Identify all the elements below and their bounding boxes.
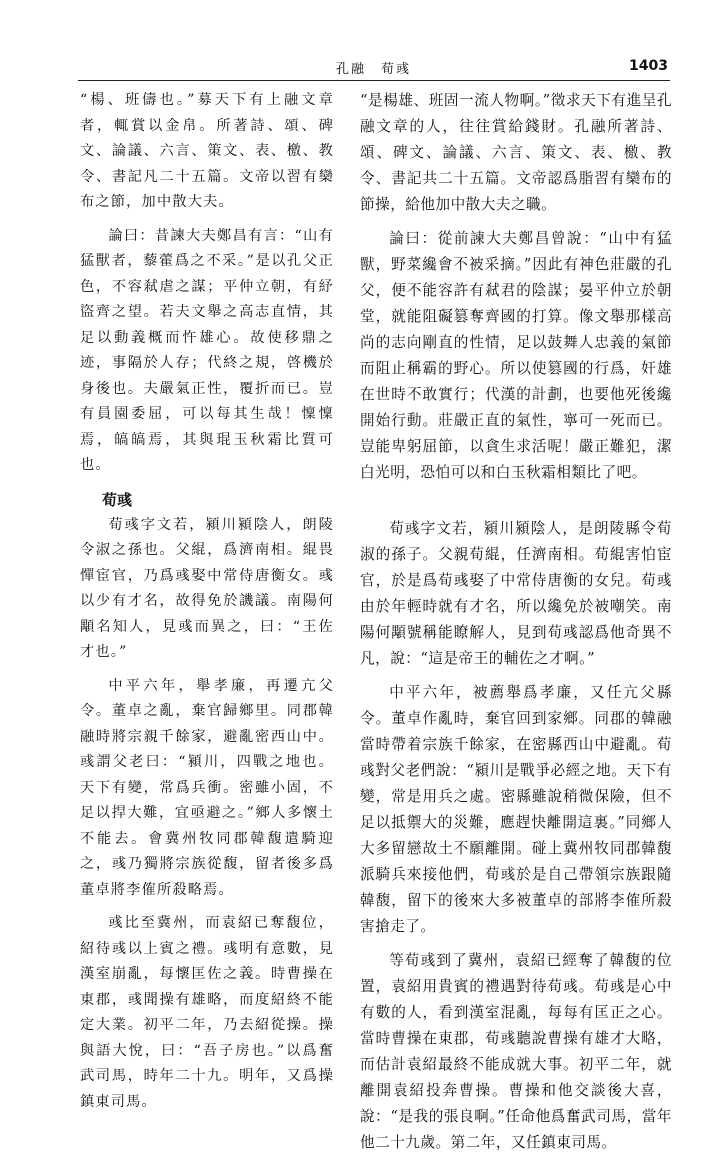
classical-paragraph-1: “楊、班儔也。”募天下有上融文章者，輒賞以金帛。所著詩、頌、碑文、論議、六言、策文、表、檄、教令、書記凡二十五篇。文帝以習有欒布之節，加中散大夫。	[80, 92, 334, 210]
translation-paragraph-4: 中平六年，被薦舉爲孝廉，又任亢父縣令。董卓作亂時，棄官回到家鄉。同郡的韓融當時帶着宗族千餘家，在密縣西山中避亂。荀彧對父老們說：“潁川是戰爭必經之地。天下有變，常是用兵之處。密縣雖說稍微保險，但不足以抵禦大的災難，應趕快離開這裏。”同鄉人大多留戀故土不願離開。碰上冀州牧同郡韓馥派騎兵來接他們，荀彧於是自己帶領宗族跟隨韓馥，留下的後來大多被董卓的部將李傕所殺害搶走了。	[360, 684, 672, 935]
classical-paragraph-3: 荀彧字文若，潁川潁陰人，朗陵令淑之孫也。父緄，爲濟南相。緄畏憚宦官，乃爲彧娶中常侍唐衡女。彧以少有才名，故得免於譏議。南陽何顒名知人，見彧而異之，曰：“王佐才也。”	[80, 516, 334, 660]
classical-text-column	[80, 88, 334, 1110]
classical-paragraph-4: 中平六年，舉孝廉，再遷亢父令。董卓之亂，棄官歸鄉里。同郡韓融時將宗親千餘家，避亂密西山中。彧謂父老曰：“潁川，四戰之地也。天下有變，常爲兵衝。密雖小固，不足以捍大難，宜亟避之。”鄉人多懷土不能去。會冀州牧同郡韓馥遣騎迎之，彧乃獨將宗族從馥，留者後多爲董卓將李傕所殺略焉。	[80, 677, 334, 898]
translation-paragraph-3: 荀彧字文若，潁川潁陰人，是朗陵縣令荀淑的孫子。父親荀緄，任濟南相。荀緄害怕宦官，於是爲荀彧娶了中常侍唐衡的女兒。荀彧由於年輕時就有才名，所以纔免於被嘲笑。南陽何顒號稱能瞭解人，見到荀彧認爲他奇異不凡，說：“這是帝王的輔佐之才啊。”	[360, 520, 672, 667]
header-rule	[78, 80, 670, 81]
translation-paragraph-5: 等荀彧到了冀州，袁紹已經奪了韓馥的位置，袁紹用貴賓的禮遇對待荀彧。荀彧是心中有數的人，看到漢室混亂，每每有匡正之心。當時曹操在東郡，荀彧聽說曹操有雄才大略，而估計袁紹最終不能成就大事。初平二年，就離開袁紹投奔曹操。曹操和他交談後大喜，說：“是我的張良啊。”任命他爲奮武司馬，當年他二十九歲。第二年，又任鎮東司馬。	[360, 952, 672, 1151]
page-header	[78, 58, 668, 78]
classical-paragraph-5: 彧比至冀州，而袁紹已奪馥位，紹待彧以上賓之禮。彧明有意數，見漢室崩亂，每懷匡佐之義。時曹操在東郡，彧聞操有雄略，而度紹終不能定大業。初平二年，乃去紹從操。操與語大悅，曰：“吾子房也。”以爲奮武司馬，時年二十九。明年，又爲操鎮東司馬。	[80, 915, 334, 1110]
classical-paragraph-commentary: 論曰：昔諫大夫鄭昌有言：“山有猛獸者，藜藿爲之不采。”是以孔父正色，不容弒虐之謀；平仲立朝，有紓盜齊之望。若夫文舉之高志直情，其足以動義概而忤雄心。故使移鼎之迹，事隔於人存；代終之規，啓機於身後也。夫嚴氣正性，覆折而已。豈有員園委屈，可以每其生哉！懍懍焉，皜皜焉，其與琨玉秋霜比質可也。	[80, 227, 334, 473]
translation-column	[360, 88, 672, 1151]
page-number: 1403	[629, 58, 668, 74]
running-title: 孔融 荀彧	[336, 62, 412, 77]
section-title: 荀彧	[102, 490, 133, 509]
translation-paragraph-1: “是楊雄、班固一流人物啊。”徵求天下有進呈孔融文章的人，往往賞給錢財。孔融所著詩、頌、碑文、論議、六言、策文、表、檄、教令、書記共二十五篇。文帝認爲脂習有欒布的節操，給他加中散大夫之職。	[360, 92, 672, 213]
translation-paragraph-commentary: 論曰：從前諫大夫鄭昌曾說：“山中有猛獸，野菜纔會不被采摘。”因此有神色莊嚴的孔父，便不能容許有弒君的陰謀；晏平仲立於朝堂，就能阻礙篡奪齊國的打算。像文舉那樣高尚的志向剛直的性情，足以鼓舞人忠義的氣節而阻止稱霸的野心。所以使篡國的行爲，奸雄在世時不敢實行；代漢的計劃，也要他死後纔開始行動。莊嚴正直的氣性，寧可一死而已。豈能卑躬屈節，以貪生求活呢！嚴正難犯，潔白光明，恐怕可以和白玉秋霜相類比了吧。	[360, 230, 672, 481]
